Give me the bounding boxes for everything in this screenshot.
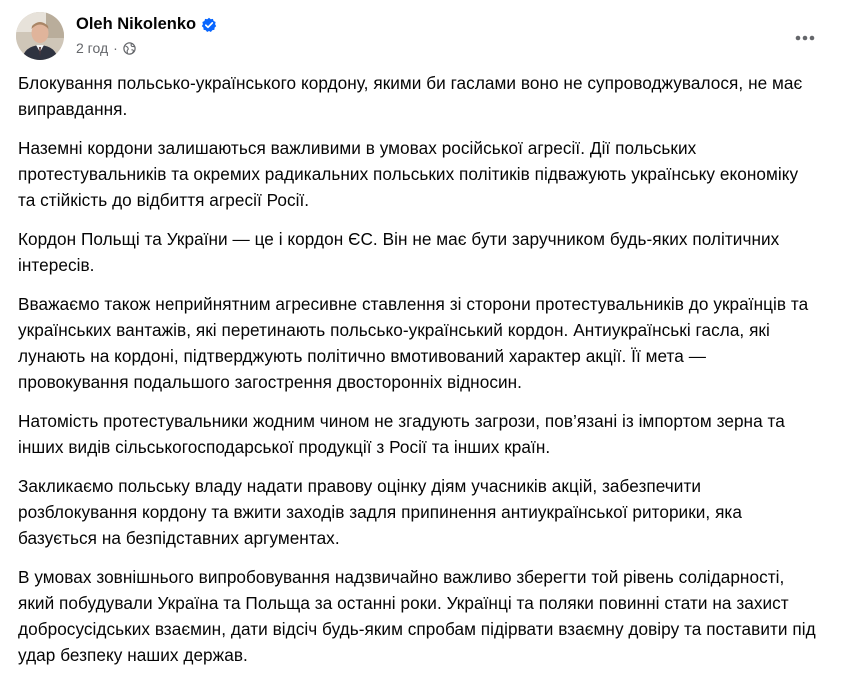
globe-icon[interactable] xyxy=(123,42,136,55)
post-paragraph: Наземні кордони залишаються важливими в умовах російської агресії. Дії польських протестувальників та окремих радикальних польських політиків підважують українську економіку та стійкість до відбиття агресії Росії. xyxy=(18,138,799,210)
post-body xyxy=(18,70,818,681)
post-header xyxy=(16,12,831,60)
avatar-photo xyxy=(16,12,64,60)
post-paragraph: Натомість протестувальники жодним чином не згадують загрози, пов’язані із імпортом зерна та інших видів сільськогосподарської продукції з Росії та інших країн. xyxy=(18,411,785,457)
author-name[interactable]: Oleh Nikolenko xyxy=(76,15,197,33)
avatar[interactable] xyxy=(16,12,64,60)
post-paragraph: Блокування польсько-українського кордону, якими би гаслами воно не супроводжувалося, не має виправдання. xyxy=(18,73,803,119)
author-line xyxy=(76,15,217,34)
post-paragraph: Кордон Польщі та України — це і кордон ЄС. Він не має бути заручником будь-яких політичних інтересів. xyxy=(18,229,780,275)
more-options-button[interactable] xyxy=(787,20,823,56)
post-paragraph: Закликаємо польську владу надати правову оцінку діям учасників акцій, забезпечити розблокування кордону та вжити заходів задля припинення антиукраїнської риторики, яка базується на безпідставних аргументах. xyxy=(18,476,742,548)
post-paragraph: Вважаємо також неприйнятним агресивне ставлення зі сторони протестувальників до українців та українських вантажів, які перетинають польсько-український кордон. Антиукраїнські гасла, які лунають на кордоні, підтверджують політично вмотивований характер акції. Її мета — провокування подальшого загострення двосторонніх відносин. xyxy=(18,294,809,392)
post-time[interactable]: 2 год xyxy=(76,40,109,56)
post-meta xyxy=(76,40,136,56)
meta-separator: · xyxy=(113,40,118,56)
post-paragraph: В умовах зовнішнього випробовування надзвичайно важливо зберегти той рівень солідарності, який побудували Україна та Польща за останні роки. Українці та поляки повинні стати на захист добросусідських взаємин, дати відсіч будь-яким спробам підірвати взаємну довіру та поставити під удар безпеку наших держав. xyxy=(18,567,816,665)
three-dots-icon xyxy=(793,26,817,50)
verified-badge-icon xyxy=(201,17,217,33)
